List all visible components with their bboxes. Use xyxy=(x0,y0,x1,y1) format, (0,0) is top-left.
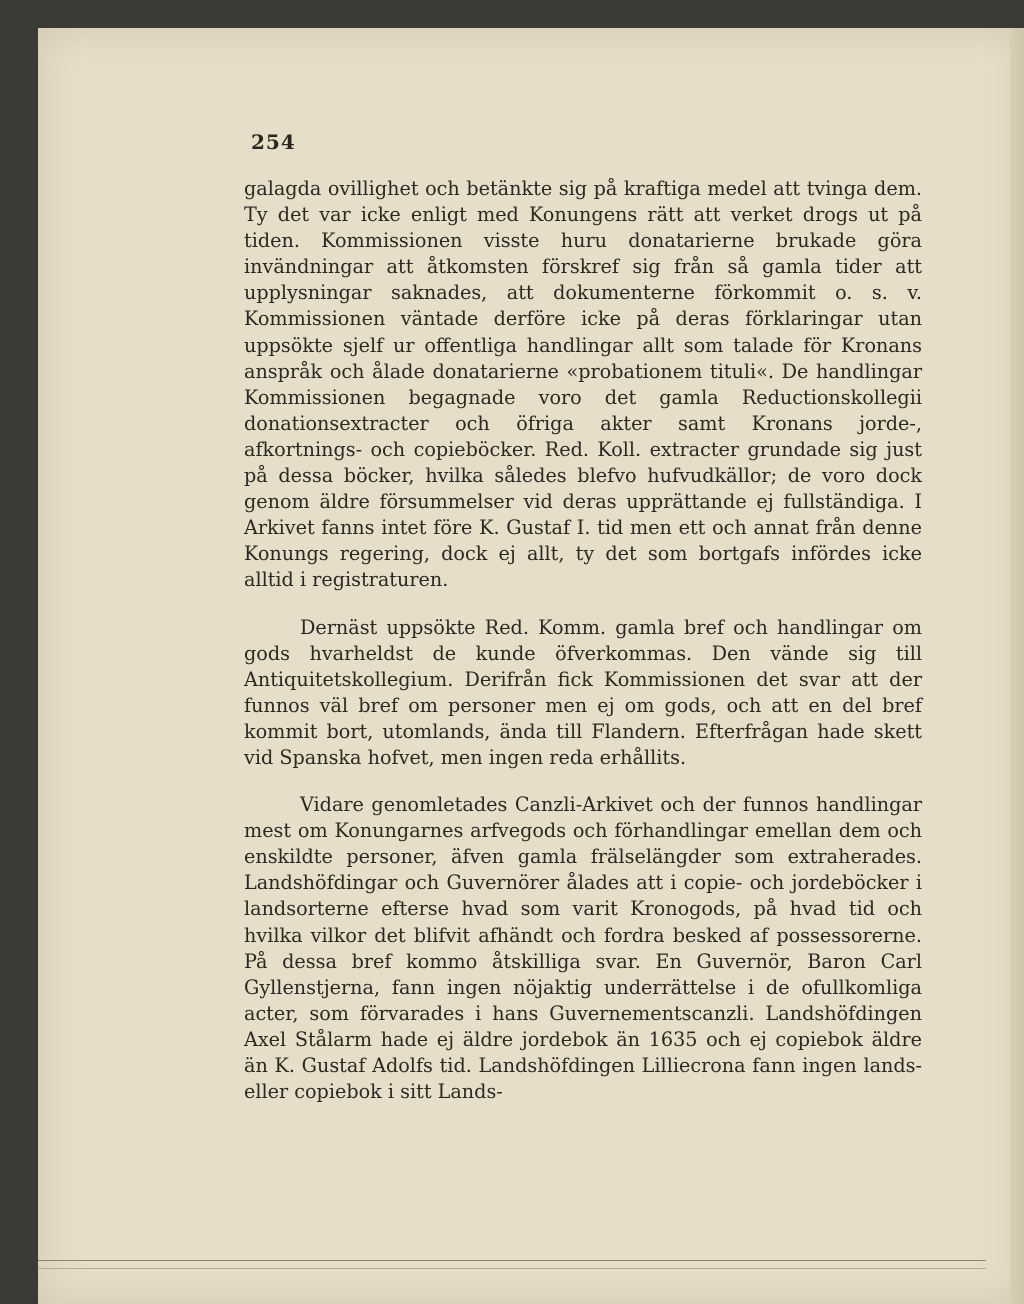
body-text xyxy=(244,176,922,1105)
bottom-rule-2 xyxy=(38,1268,986,1269)
book-page xyxy=(38,28,1024,1304)
bottom-rule xyxy=(38,1260,986,1261)
page-edge xyxy=(1010,28,1024,1304)
paragraph-1: galagda ovillighet och betänkte sig på kraftiga medel att tvinga dem. Ty det var icke enligt med Konungens rätt att verket drogs ut på tiden. Kommissionen visste huru donatarierne brukade göra invändningar att åtkomsten förskref sig från så gamla tider att upplysningar saknades, att dokumenterne förkommit o. s. v. Kommissionen väntade derföre icke på deras förklaringar utan uppsökte sjelf ur offentliga handlingar allt som talade för Kronans anspråk och ålade donatarierne «probationem tituli«. De handlingar Kommissionen begagnade voro det gamla Reductionskollegii donationsextracter och öfriga akter samt Kronans jorde-, afkortnings- och copieböcker. Red. Koll. extracter grundade sig just på dessa böcker, hvilka således blefvo hufvudkällor; de voro dock genom äldre försummelser vid deras upprättande ej fullständiga. I Arkivet fanns intet före K. Gustaf I. tid men ett och annat från denne Konungs regering, dock ej allt, ty det som bortgafs infördes icke alltid i registraturen. xyxy=(244,177,922,592)
paragraph-2: Dernäst uppsökte Red. Komm. gamla bref och handlingar om gods hvarheldst de kunde öfverkommas. Den vände sig till Antiquitetskollegium. Derifrån fick Kommissionen det svar att der funnos väl bref om personer men ej om gods, och att en del bref kommit bort, utomlands, ända till Flandern. Efterfrågan hade skett vid Spanska hofvet, men ingen reda erhållits. xyxy=(244,615,922,769)
page-number: 254 xyxy=(251,130,296,154)
paragraph-3: Vidare genomletades Canzli-Arkivet och der funnos handlingar mest om Konungarnes arfvegods och förhandlingar emellan dem och enskildte personer, äfven gamla frälselängder som extraherades. Landshöfdingar och Guvernörer ålades att i copie- och jordeböcker i landsorterne efterse hvad som varit Kronogods, på hvad tid och hvilka vilkor det blifvit afhändt och fordra besked af possessorerne. På dessa bref kommo åtskilliga svar. En Guvernör, Baron Carl Gyllenstjerna, fann ingen nöjaktig underrättelse i de ofullkomliga acter, som förvarades i hans Guvernementscanzli. Landshöfdingen Axel Stålarm hade ej äldre jordebok än 1635 och ej copiebok äldre än K. Gustaf Adolfs tid. Landshöfdingen Lilliecrona fann ingen lands- eller copiebok i sitt Lands- xyxy=(244,793,922,1104)
